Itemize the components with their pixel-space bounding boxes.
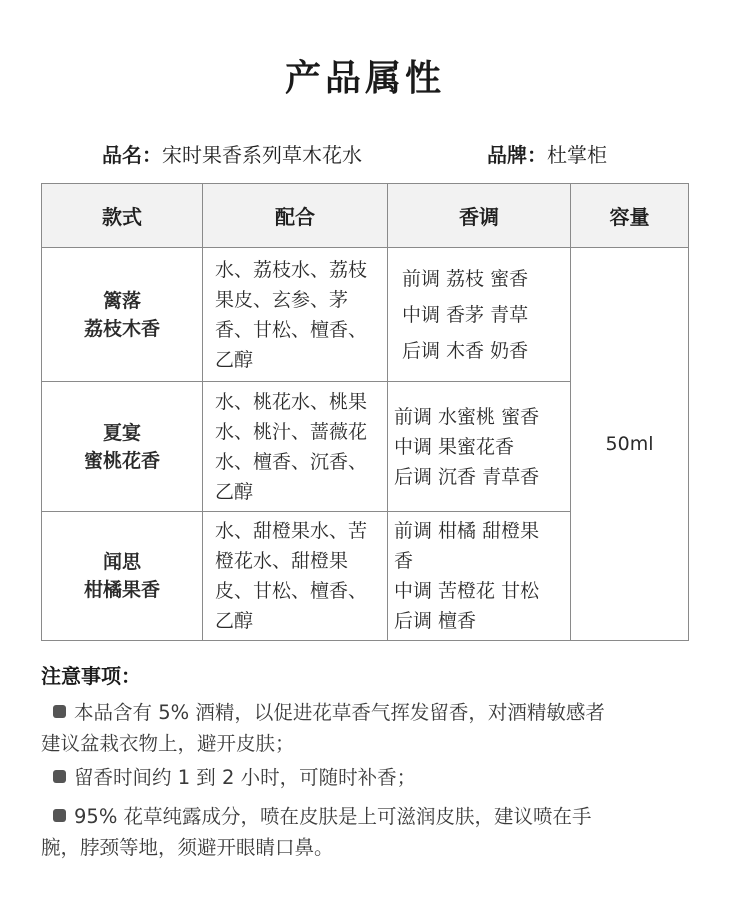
- style-line: 闻思: [102, 551, 141, 573]
- notice-line: 腕，脖颈等地，须避开眼睛口鼻。: [41, 836, 334, 859]
- style-line: 柑橘果香: [83, 579, 160, 601]
- ingredient-line: 橙花水、甜橙果: [215, 550, 349, 572]
- notice-line: 本品含有 5% 酒精，以促进花草香气挥发留香，对酒精敏感者: [74, 701, 605, 724]
- notice-line: 留香时间约 1 到 2 小时，可随时补香；: [74, 766, 417, 789]
- ingredient-line: 水、桃花水、桃果: [215, 390, 368, 413]
- style-cell: [42, 248, 203, 382]
- header-notes: 香调: [388, 184, 571, 248]
- notes-cell: [388, 248, 571, 382]
- note-line: 后调 沉香 青草香: [394, 465, 540, 488]
- product-brand-value: 杜掌柜: [547, 143, 607, 167]
- style-cell: [42, 512, 203, 641]
- notice-item: [41, 762, 701, 793]
- ingredient-line: 水、檀香、沉香、: [215, 450, 368, 473]
- ingredient-line: 水、荔枝水、荔枝: [215, 258, 368, 281]
- product-name: [102, 139, 362, 168]
- notice-line: 建议盆栽衣物上，避开皮肤；: [41, 732, 295, 755]
- notice-title: 注意事项：: [41, 664, 141, 688]
- note-line: 中调 香茅 青草: [402, 303, 529, 326]
- ingredient-line: 水、甜橙果水、苦: [215, 520, 368, 542]
- style-cell: [42, 382, 203, 512]
- product-name-value: 宋时果香系列草木花水: [162, 143, 362, 167]
- note-line: 后调 木香 奶香: [402, 339, 529, 362]
- table-header-row: [42, 184, 689, 248]
- header-ingredients: 配合: [203, 184, 388, 248]
- note-line: 前调 荔枝 蜜香: [402, 267, 529, 290]
- ingredient-line: 乙醇: [215, 480, 254, 503]
- bullet-icon: [53, 770, 66, 783]
- note-line: 中调 果蜜花香: [394, 435, 515, 458]
- note-line: 前调 柑橘 甜橙果: [394, 520, 540, 542]
- bullet-icon: [53, 809, 66, 822]
- volume-cell: 50ml: [571, 248, 689, 641]
- ingredient-line: 皮、甘松、檀香、: [215, 580, 368, 602]
- table-row: [42, 248, 689, 382]
- note-line: 后调 檀香: [394, 610, 477, 632]
- ingredients-cell: [203, 248, 388, 382]
- attributes-table: [41, 183, 689, 641]
- notice-item: [41, 801, 701, 863]
- ingredient-line: 乙醇: [215, 610, 254, 632]
- notes-cell: [388, 382, 571, 512]
- style-line: 夏宴: [102, 421, 141, 444]
- notice-item: [41, 697, 701, 759]
- header-style: 款式: [42, 184, 203, 248]
- notes-cell: [388, 512, 571, 641]
- notice-line: 95% 花草纯露成分，喷在皮肤是上可滋润皮肤，建议喷在手: [74, 805, 592, 828]
- style-line: 篱落: [102, 289, 141, 312]
- bullet-icon: [53, 705, 66, 718]
- style-line: 荔枝木香: [83, 317, 160, 340]
- ingredient-line: 乙醇: [215, 348, 254, 371]
- page-title: 产品属性: [284, 58, 445, 99]
- ingredients-cell: [203, 382, 388, 512]
- ingredient-line: 香、甘松、檀香、: [215, 318, 368, 341]
- ingredient-line: 水、桃汁、蔷薇花: [215, 420, 368, 443]
- note-line: 中调 苦橙花 甘松: [394, 580, 540, 602]
- style-line: 蜜桃花香: [83, 449, 160, 472]
- product-brand-label: 品牌：: [487, 143, 547, 167]
- product-name-label: 品名：: [102, 143, 162, 167]
- ingredient-line: 果皮、玄参、茅: [215, 288, 349, 311]
- header-volume: 容量: [571, 184, 689, 248]
- ingredients-cell: [203, 512, 388, 641]
- product-brand: [487, 139, 607, 168]
- note-line: 香: [394, 550, 414, 572]
- note-line: 前调 水蜜桃 蜜香: [394, 405, 540, 428]
